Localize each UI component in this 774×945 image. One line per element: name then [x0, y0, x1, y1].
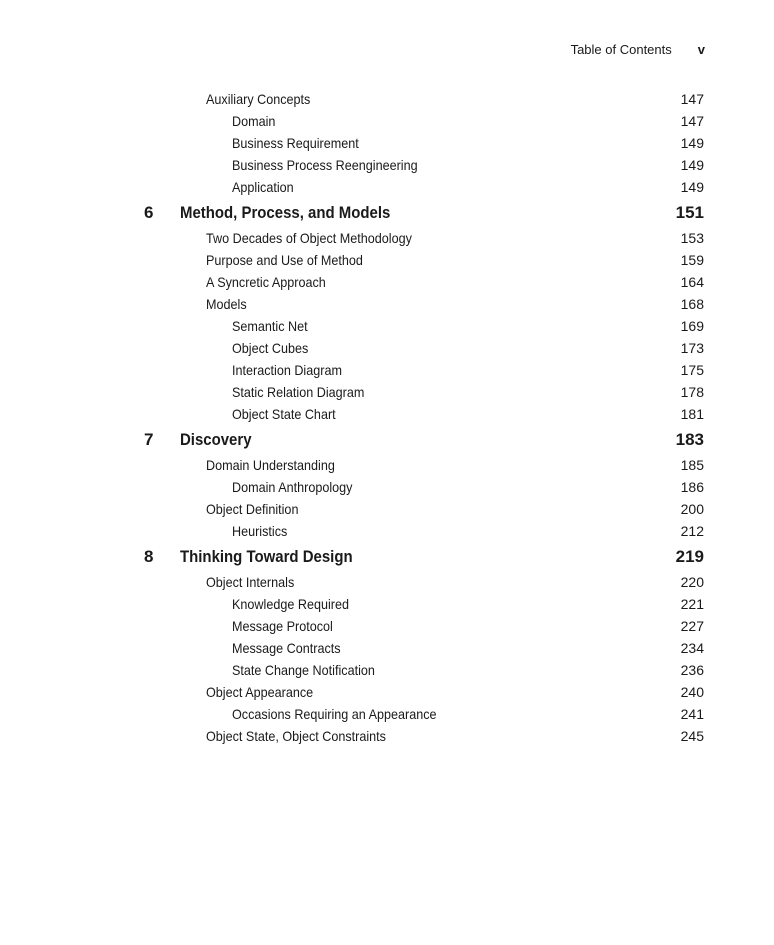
entry-page-number: 241 [680, 706, 704, 722]
chapter-number: 7 [144, 430, 154, 449]
entry-title: A Syncretic Approach [206, 274, 326, 290]
toc-section-entry[interactable] [0, 681, 774, 703]
entry-title: Application [232, 179, 294, 195]
entry-title: Static Relation Diagram [232, 384, 365, 400]
toc-subsection-entry[interactable] [0, 520, 774, 542]
toc-subsection-entry[interactable] [0, 593, 774, 615]
entry-page-number: 183 [675, 430, 704, 449]
toc-subsection-entry[interactable] [0, 659, 774, 681]
toc-subsection-entry[interactable] [0, 476, 774, 498]
toc-subsection-entry[interactable] [0, 637, 774, 659]
entry-title: Object Definition [206, 501, 299, 517]
running-head-title: Table of Contents [570, 42, 672, 57]
toc-subsection-entry[interactable] [0, 403, 774, 425]
running-head-page-number: v [697, 42, 705, 57]
entry-page-number: 236 [680, 662, 704, 678]
entry-page-number: 245 [680, 728, 704, 744]
entry-page-number: 168 [680, 296, 704, 312]
entry-page-number: 149 [680, 179, 704, 195]
toc-subsection-entry[interactable] [0, 359, 774, 381]
toc-chapter-entry[interactable] [0, 426, 774, 454]
entry-title: Two Decades of Object Methodology [206, 230, 412, 246]
entry-title: Interaction Diagram [232, 362, 342, 378]
entry-page-number: 147 [680, 113, 704, 129]
toc-subsection-entry[interactable] [0, 132, 774, 154]
table-of-contents [0, 88, 774, 747]
toc-subsection-entry[interactable] [0, 381, 774, 403]
entry-page-number: 175 [680, 362, 704, 378]
entry-page-number: 149 [680, 157, 704, 173]
toc-chapter-entry[interactable] [0, 199, 774, 227]
toc-section-entry[interactable] [0, 498, 774, 520]
entry-title: Heuristics [232, 523, 288, 539]
entry-page-number: 147 [680, 91, 704, 107]
entry-page-number: 221 [680, 596, 704, 612]
entry-page-number: 178 [680, 384, 704, 400]
running-head [571, 42, 705, 57]
entry-title: Purpose and Use of Method [206, 252, 363, 268]
entry-page-number: 234 [680, 640, 704, 656]
toc-subsection-entry[interactable] [0, 703, 774, 725]
entry-page-number: 149 [680, 135, 704, 151]
entry-page-number: 153 [680, 230, 704, 246]
entry-title: Object Cubes [232, 340, 309, 356]
toc-section-entry[interactable] [0, 454, 774, 476]
entry-page-number: 185 [680, 457, 704, 473]
entry-title: Domain Understanding [206, 457, 335, 473]
entry-title: Object State Chart [232, 406, 336, 422]
entry-title: Domain [232, 113, 276, 129]
chapter-number: 8 [144, 547, 154, 566]
entry-page-number: 164 [680, 274, 704, 290]
toc-subsection-entry[interactable] [0, 176, 774, 198]
entry-page-number: 227 [680, 618, 704, 634]
entry-page-number: 219 [675, 547, 704, 566]
entry-page-number: 159 [680, 252, 704, 268]
toc-subsection-entry[interactable] [0, 615, 774, 637]
toc-section-entry[interactable] [0, 271, 774, 293]
entry-title: Message Protocol [232, 618, 333, 634]
toc-chapter-entry[interactable] [0, 543, 774, 571]
entry-title: Auxiliary Concepts [206, 91, 311, 107]
toc-subsection-entry[interactable] [0, 154, 774, 176]
entry-page-number: 169 [680, 318, 704, 334]
toc-subsection-entry[interactable] [0, 110, 774, 132]
entry-title: Object State, Object Constraints [206, 728, 386, 744]
entry-title: State Change Notification [232, 662, 375, 678]
toc-subsection-entry[interactable] [0, 337, 774, 359]
toc-section-entry[interactable] [0, 293, 774, 315]
entry-page-number: 186 [680, 479, 704, 495]
entry-title: Semantic Net [232, 318, 308, 334]
entry-title: Models [206, 296, 247, 312]
entry-page-number: 240 [680, 684, 704, 700]
entry-page-number: 173 [680, 340, 704, 356]
entry-page-number: 220 [680, 574, 704, 590]
toc-section-entry[interactable] [0, 571, 774, 593]
entry-title: Business Process Reengineering [232, 157, 418, 173]
entry-title: Thinking Toward Design [180, 547, 353, 566]
entry-title: Method, Process, and Models [180, 203, 391, 222]
toc-subsection-entry[interactable] [0, 315, 774, 337]
entry-title: Knowledge Required [232, 596, 349, 612]
entry-title: Message Contracts [232, 640, 341, 656]
entry-title: Occasions Requiring an Appearance [232, 706, 437, 722]
entry-page-number: 212 [680, 523, 704, 539]
entry-title: Domain Anthropology [232, 479, 353, 495]
toc-section-entry[interactable] [0, 725, 774, 747]
entry-page-number: 181 [680, 406, 704, 422]
entry-title: Object Appearance [206, 684, 314, 700]
toc-section-entry[interactable] [0, 88, 774, 110]
toc-section-entry[interactable] [0, 227, 774, 249]
entry-title: Object Internals [206, 574, 295, 590]
entry-page-number: 200 [680, 501, 704, 517]
entry-title: Business Requirement [232, 135, 359, 151]
entry-page-number: 151 [675, 203, 704, 222]
toc-section-entry[interactable] [0, 249, 774, 271]
entry-title: Discovery [180, 430, 252, 449]
chapter-number: 6 [144, 203, 154, 222]
